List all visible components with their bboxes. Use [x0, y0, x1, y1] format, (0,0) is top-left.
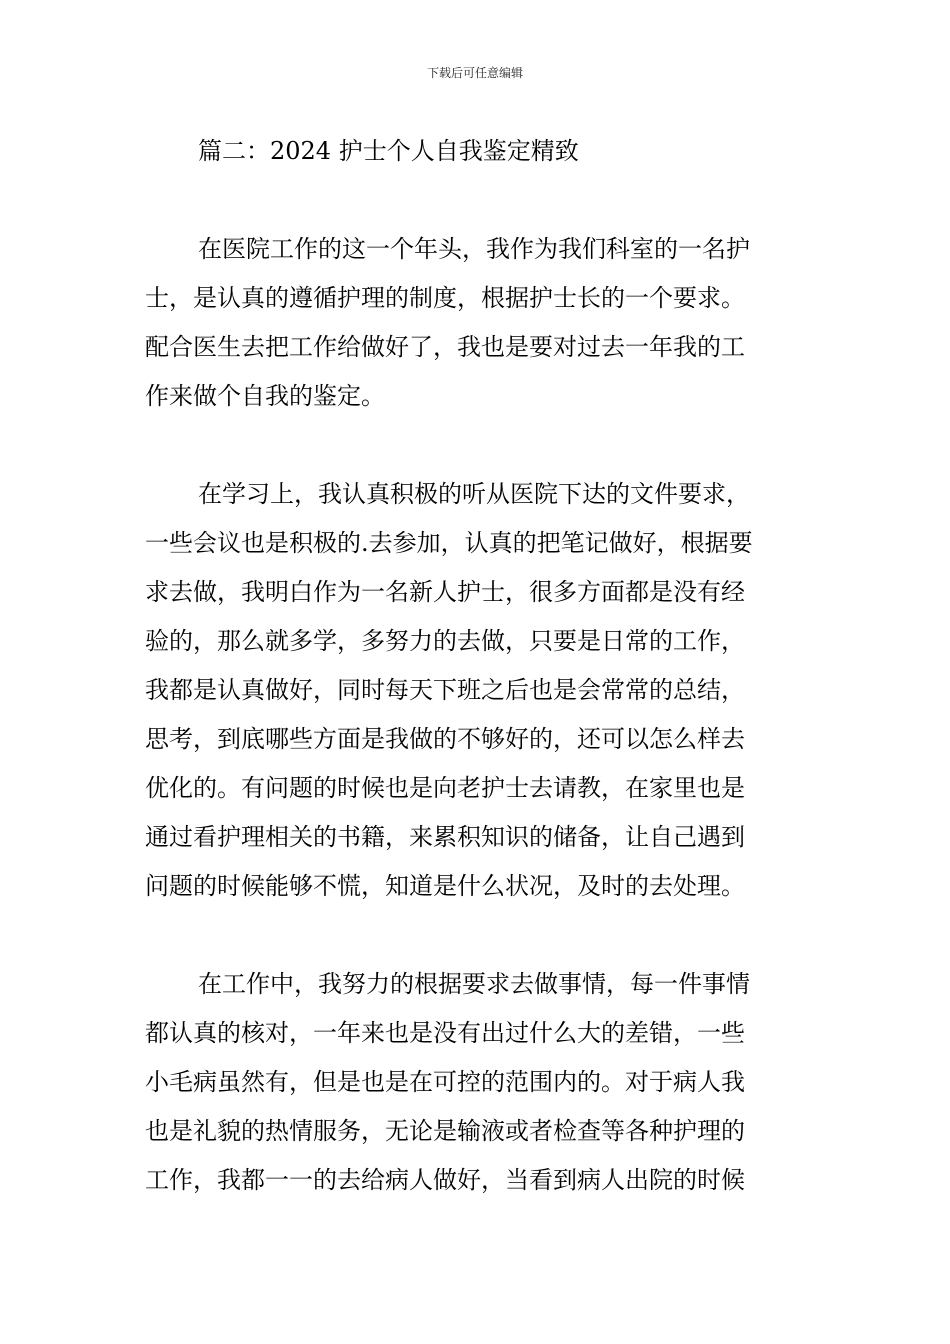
paragraph-line: 也是礼貌的热情服务，无论是输液或者检查等各种护理的 [145, 1117, 745, 1145]
paragraph-line: 在医院工作的这一个年头，我作为我们科室的一名护 [198, 235, 750, 263]
paragraph-line: 都认真的核对，一年来也是没有出过什么大的差错，一些 [145, 1019, 745, 1047]
paragraph-line: 配合医生去把工作给做好了，我也是要对过去一年我的工 [145, 333, 745, 361]
document-title: 篇二：2024 护士个人自我鉴定精致 [198, 137, 579, 165]
paragraph-line: 求去做，我明白作为一名新人护士，很多方面都是没有经 [145, 578, 745, 606]
paragraph-1 [145, 225, 807, 421]
paragraph-line: 在学习上，我认真积极的听从医院下达的文件要求， [198, 480, 750, 508]
paragraph-line: 作来做个自我的鉴定。 [145, 382, 385, 410]
paragraph-line: 思考，到底哪些方面是我做的不够好的，还可以怎么样去 [145, 725, 745, 753]
paragraph-line: 士，是认真的遵循护理的制度，根据护士长的一个要求。 [145, 284, 745, 312]
header-note: 下载后可任意编辑 [426, 66, 523, 80]
paragraph-line: 问题的时候能够不慌，知道是什么状况，及时的去处理。 [145, 872, 745, 900]
paragraph-line: 小毛病虽然有，但是也是在可控的范围内的。对于病人我 [145, 1068, 745, 1096]
paragraph-line: 一些会议也是积极的.去参加，认真的把笔记做好，根据要 [145, 529, 753, 557]
paragraph-2 [145, 470, 807, 911]
paragraph-line: 我都是认真做好，同时每天下班之后也是会常常的总结， [145, 676, 745, 704]
spacer [145, 911, 807, 960]
document-body [145, 126, 807, 1205]
paragraph-line: 优化的。有问题的时候也是向老护士去请教，在家里也是 [145, 774, 745, 802]
paragraph-line: 工作，我都一一的去给病人做好，当看到病人出院的时候 [145, 1166, 745, 1194]
spacer [145, 421, 807, 470]
spacer [145, 176, 807, 225]
paragraph-3 [145, 960, 807, 1205]
paragraph-line: 验的，那么就多学，多努力的去做，只要是日常的工作， [145, 627, 745, 655]
paragraph-line: 通过看护理相关的书籍，来累积知识的储备，让自己遇到 [145, 823, 745, 851]
paragraph-line: 在工作中，我努力的根据要求去做事情，每一件事情 [198, 970, 750, 998]
